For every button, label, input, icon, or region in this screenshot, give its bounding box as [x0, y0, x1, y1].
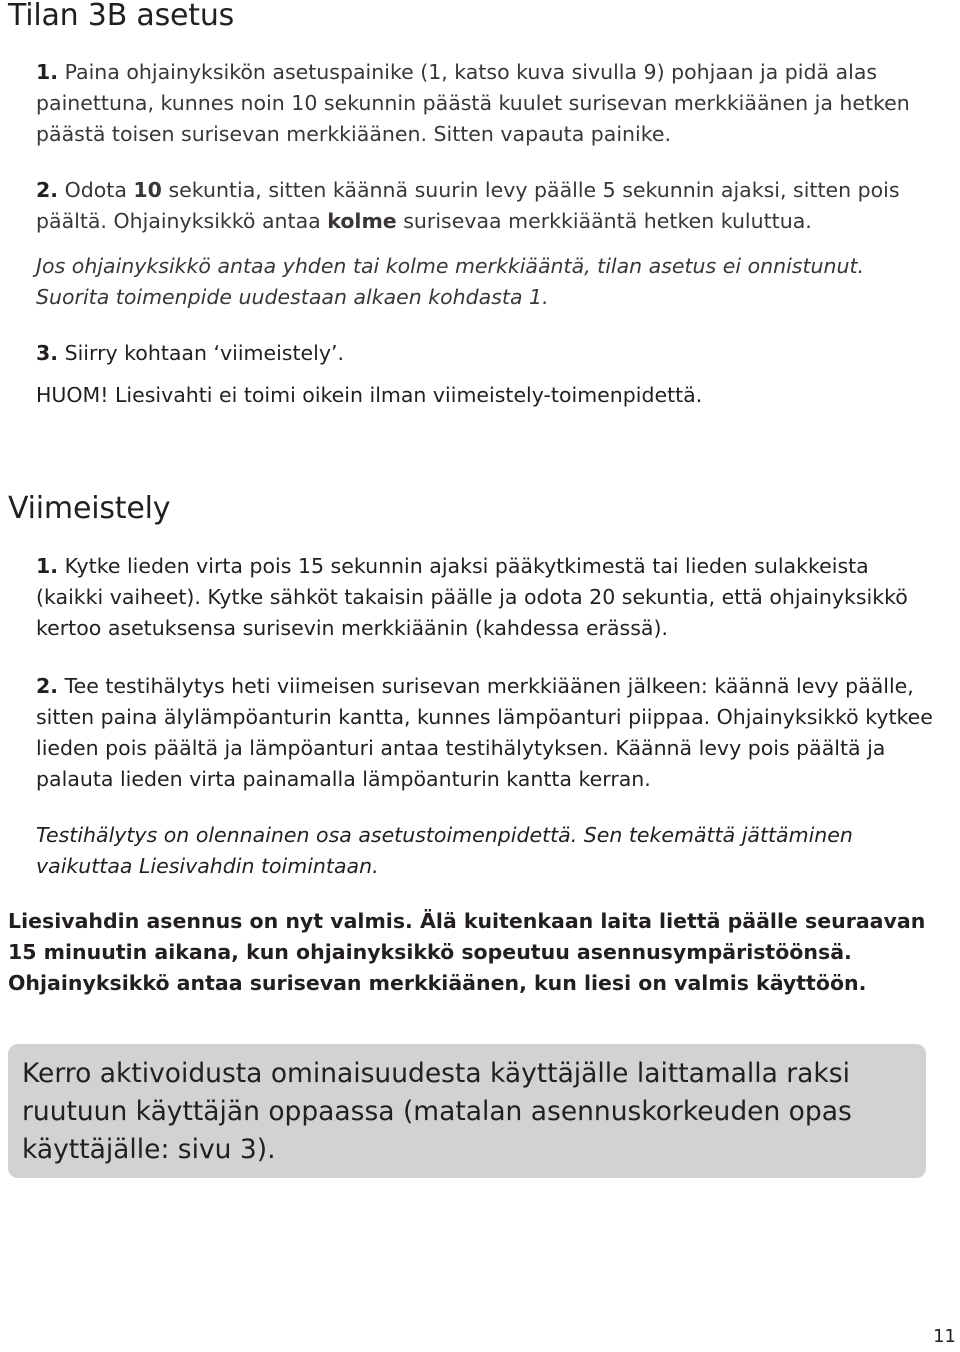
huom-note: HUOM! Liesivahti ei toimi oikein ilman viimeistely-toimenpidettä.: [36, 383, 703, 407]
section1-step3: [36, 338, 941, 369]
info-note-text: Kerro aktivoidusta ominaisuudesta käyttäjälle laittamalla raksi ruutuun käyttäjän oppaassa (matalan asennuskorkeuden opas käyttäjälle: sivu 3).: [22, 1058, 852, 1165]
section2-italic-note: Testihälytys on olennainen osa asetustoimenpidettä. Sen tekemättä jättäminen vaikuttaa Liesivahdin toimintaan.: [36, 823, 853, 878]
step-text-a: Odota: [64, 178, 127, 202]
step-number: 2.: [36, 674, 59, 698]
step-text-b: sekuntia, sitten käännä suurin levy päälle 5 sekunnin ajaksi, sitten pois päältä. Ohjainyksikkö antaa: [36, 178, 900, 233]
section-title-viimeistely: Viimeistely: [8, 491, 171, 526]
step-text: Paina ohjainyksikön asetuspainike (1, katso kuva sivulla 9) pohjaan ja pidä alas painettuna, kunnes noin 10 sekunnin päästä kuulet surisevan merkkiäänen ja hetken päästä toisen surisevan merkkiäänen. Sitten vapauta painike.: [36, 60, 910, 146]
step-number: 1.: [36, 554, 59, 578]
section1-warning-note: Jos ohjainyksikkö antaa yhden tai kolme merkkiääntä, tilan asetus ei onnistunut. Suorita toimenpide uudestaan alkaen kohdasta 1.: [36, 254, 865, 309]
step-text: Kytke lieden virta pois 15 sekunnin ajaksi pääkytkimestä tai lieden sulakkeista (kaikki vaiheet). Kytke sähköt takaisin päälle ja odota 20 sekuntia, että ohjainyksikkö kertoo asetuksensa surisevin merkkiäänin (kahdessa erässä).: [36, 554, 908, 640]
step-text-c: surisevaa merkkiääntä hetken kuluttua.: [403, 209, 812, 233]
section-title-tilan-3b: Tilan 3B asetus: [8, 0, 235, 33]
page-number: 11: [933, 1326, 956, 1347]
section2-step2: [36, 671, 941, 795]
section1-step2: [36, 175, 941, 237]
step-bold-a: 10: [133, 178, 162, 202]
installation-complete-paragraph: Liesivahdin asennus on nyt valmis. Älä kuitenkaan laita liettä päälle seuraavan 15 minuutin aikana, kun ohjainyksikkö sopeutuu asennusympäristöönsä. Ohjainyksikkö antaa surisevan merkkiäänen, kun liesi on valmis käyttöön.: [8, 909, 926, 995]
section2-step1: [36, 551, 941, 644]
step-text: Siirry kohtaan ‘viimeistely’.: [64, 341, 344, 365]
step-number: 2.: [36, 178, 59, 202]
info-note-box: [8, 1044, 926, 1178]
step-number: 3.: [36, 341, 59, 365]
step-number: 1.: [36, 60, 59, 84]
step-text: Tee testihälytys heti viimeisen surisevan merkkiäänen jälkeen: käännä levy päälle, sitten paina älylämpöanturin kantta, kunnes lämpöanturi piippaa. Ohjainyksikkö kytkee lieden pois päältä ja lämpöanturi antaa testihälytyksen. Käännä levy pois päältä ja palauta lieden virta painamalla lämpöanturin kantta kerran.: [36, 674, 933, 791]
step-bold-b: kolme: [327, 209, 397, 233]
section1-step1: [36, 57, 941, 150]
